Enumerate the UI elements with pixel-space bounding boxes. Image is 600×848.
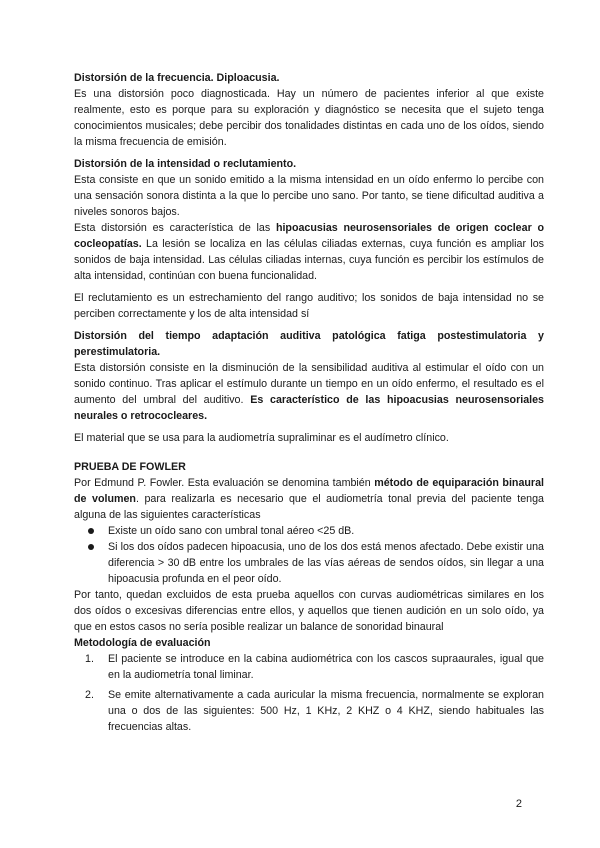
text-span: Esta distorsión consiste en la disminución de la sensibilidad auditiva al estimular el oído con un sonido continuo. Tras aplicar el estímulo durante un tiempo en un oído enfermo, el resultado es el aumento del umbral del auditivo. bbox=[74, 362, 544, 406]
step-number: 2. bbox=[85, 689, 94, 701]
heading-fowler-test: PRUEBA DE FOWLER bbox=[74, 461, 186, 473]
text-span: La lesión se localiza en las células ciliadas externas, cuya función es ampliar los sonidos de baja intensidad. Las células ciliadas internas, cuya función es percibir los estímulos de alta intensidad, continúan con buena funcionalidad. bbox=[74, 238, 544, 282]
list-item: Existe un oído sano con umbral tonal aéreo <25 dB. bbox=[74, 523, 544, 539]
paragraph-fowler-intro bbox=[74, 475, 544, 523]
page-number: 2 bbox=[515, 798, 522, 810]
paragraph-frequency: Es una distorsión poco diagnosticada. Hay un número de pacientes inferior al que existe realmente, esto es porque para su exploración y diagnóstico se necesita que el sujeto tenga conocimientos musicales; debe percibir dos tonalidades distintas en cada uno de los oídos, siendo la misma frecuencia de emisión. bbox=[74, 88, 544, 148]
paragraph-material: El material que se usa para la audiometría supraliminar es el audímetro clínico. bbox=[74, 432, 449, 444]
paragraph-time bbox=[74, 360, 544, 424]
paragraph-intensity-2 bbox=[74, 220, 544, 284]
methodology-steps-list bbox=[74, 651, 544, 735]
text-span: Por Edmund P. Fowler. Esta evaluación se denomina también bbox=[74, 477, 375, 489]
list-item bbox=[74, 687, 544, 735]
list-item bbox=[74, 651, 544, 683]
bold-span: método de equiparación binaural de volumen bbox=[74, 477, 544, 505]
bold-span: hipoacusias neurosensoriales de origen coclear o cocleopatías. bbox=[74, 222, 544, 250]
heading-frequency-distortion: Distorsión de la frecuencia. Diploacusia. bbox=[74, 72, 280, 84]
heading-time-distortion: Distorsión del tiempo adaptación auditiva patológica fatiga postestimulatoria y perestimulatoria. bbox=[74, 330, 544, 358]
list-item: Si los dos oídos padecen hipoacusia, uno de los dos está menos afectado. Debe existir una diferencia > 30 dB entre los umbrales de las vías aéreas de sendos oídos, sin llegar a una hipoacusia profunda en el peor oído. bbox=[74, 539, 544, 587]
text-span: Esta distorsión es característica de las bbox=[74, 222, 276, 234]
paragraph-intensity-1: Esta consiste en que un sonido emitido a la misma intensidad en un oído enfermo lo percibe con una sensación sonora distinta a la que lo percibe uno sano. Por tanto, se tiene dificultad auditiva a niveles sonoros bajos. bbox=[74, 174, 544, 218]
step-text: Se emite alternativamente a cada auricular la misma frecuencia, normalmente se exploran una o dos de las siguientes: 500 Hz, 1 KHz, 2 KHZ o 4 KHZ, siendo habituales las frecuencias altas. bbox=[108, 689, 544, 733]
bold-span: Es característico de las hipoacusias neurosensoriales neurales o retrococleares. bbox=[74, 394, 544, 422]
step-text: El paciente se introduce en la cabina audiométrica con los cascos supraaurales, igual que en la audiometría tonal liminar. bbox=[108, 653, 544, 681]
text-span: . para realizarla es necesario que el audiometría tonal previa del paciente tenga alguna de las siguientes características bbox=[74, 493, 544, 521]
heading-intensity-distortion: Distorsión de la intensidad o reclutamiento. bbox=[74, 158, 297, 170]
paragraph-recruitment: El reclutamiento es un estrechamiento del rango auditivo; los sonidos de baja intensidad no se perciben correctamente y los de alta intensidad sí bbox=[74, 292, 544, 320]
step-number: 1. bbox=[85, 653, 94, 665]
paragraph-fowler-conclusion: Por tanto, quedan excluidos de esta prueba aquellos con curvas audiométricas similares en los dos oídos o excesivas diferencias entre ellos, y aquellos que tienen audición en un solo oído, ya que en estos casos no sería posible realizar un balance de sonoridad binaural bbox=[74, 589, 544, 633]
document-page bbox=[74, 70, 544, 735]
heading-methodology: Metodología de evaluación bbox=[74, 637, 211, 649]
fowler-requirements-list bbox=[74, 523, 544, 587]
